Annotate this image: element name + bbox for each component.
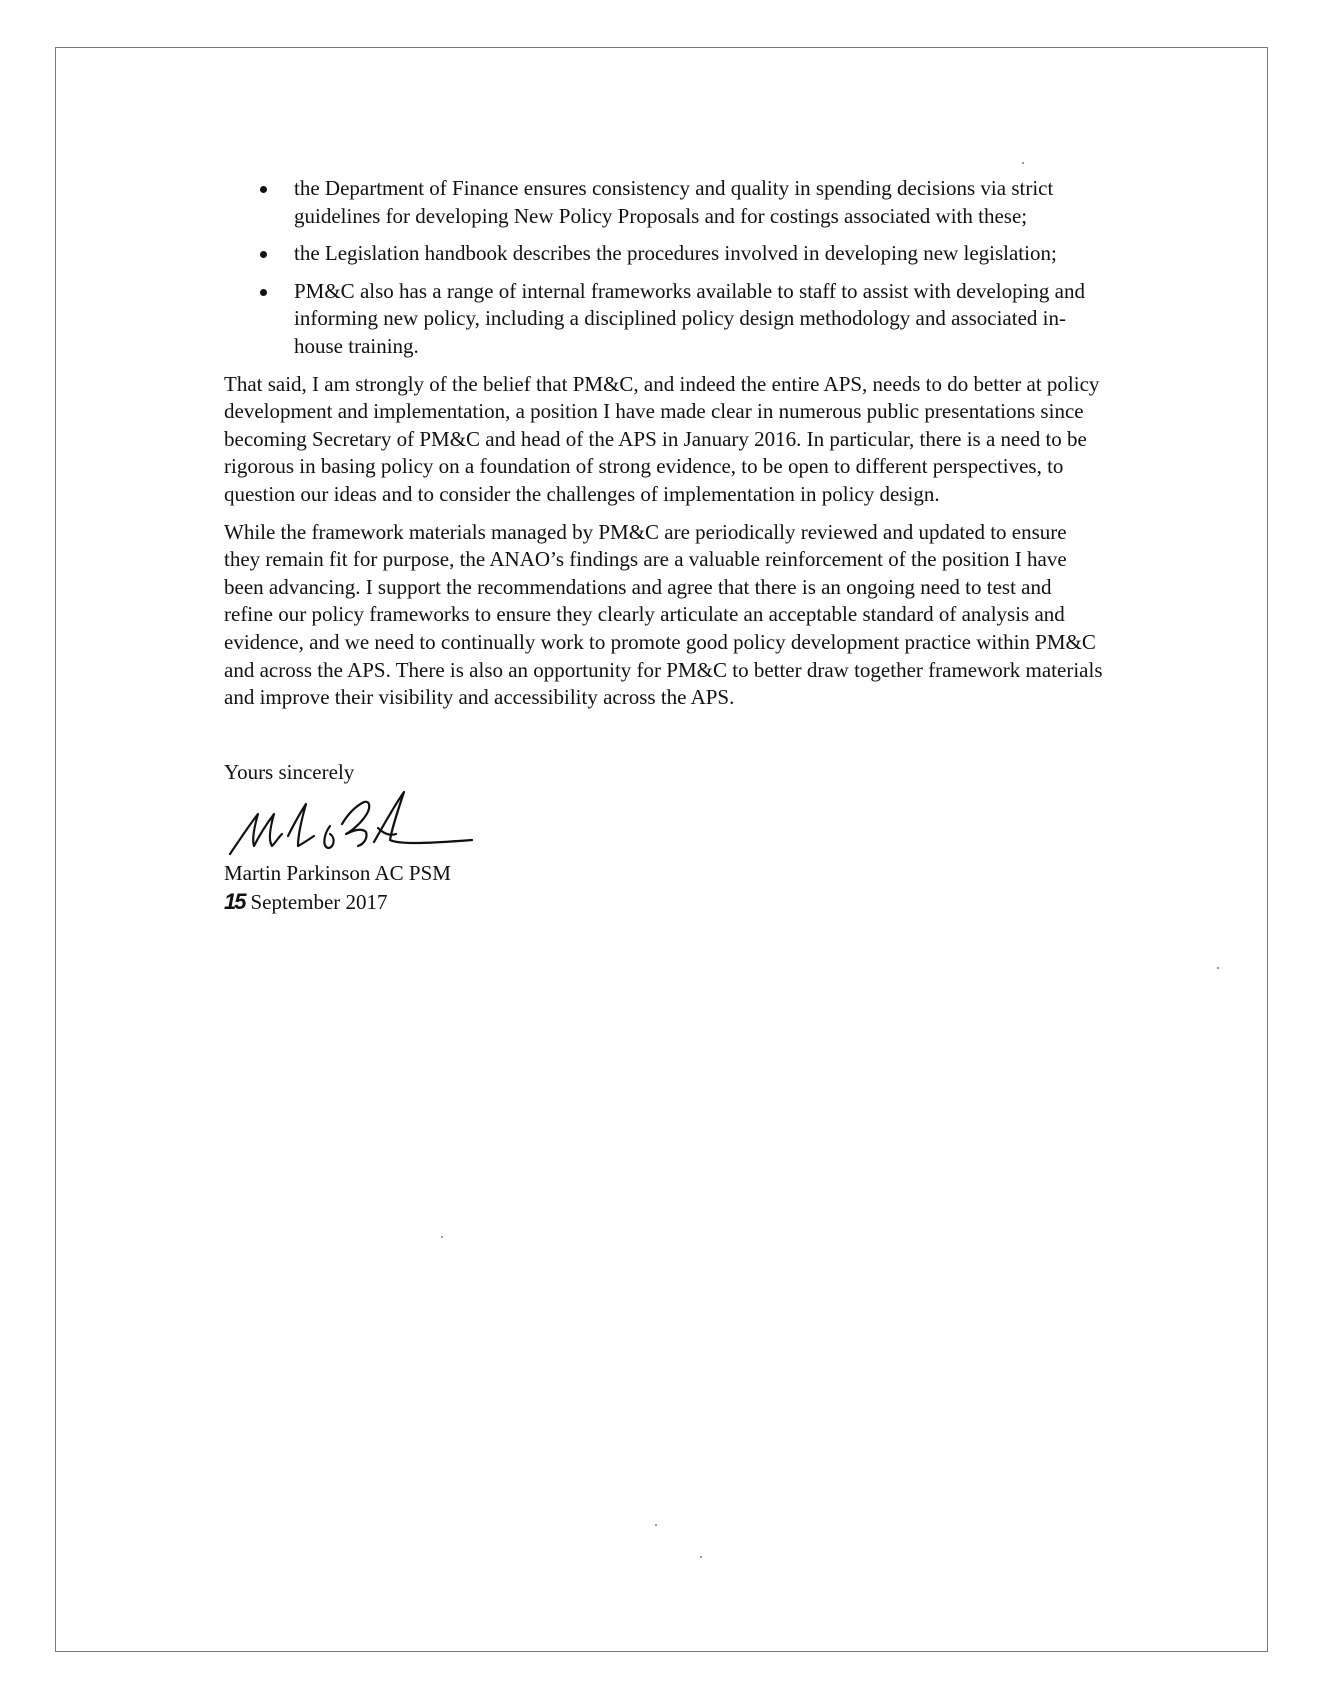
bullet-text: the Legislation handbook describes the procedures involved in developing new legislation; [294,241,1057,266]
bullet-text: PM&C also has a range of internal frameworks available to staff to assist with developing and informing new policy, including a disciplined policy design methodology and associated in-house training. [294,278,1086,358]
signatory-name: Martin Parkinson AC PSM [224,861,451,886]
signature [224,784,1104,860]
bullet-icon [260,186,267,193]
bullet-list [224,175,1104,361]
bullet-text: the Department of Finance ensures consistency and quality in spending decisions via strict guidelines for developing New Policy Proposals and for costings associated with these; [294,176,1054,228]
closing-block [224,759,1104,917]
body-paragraph: That said, I am strongly of the belief that PM&C, and indeed the entire APS, needs to do better at policy development and implementation, a position I have made clear in numerous public presentations since becoming Secretary of PM&C and head of the APS in January 2016. In particular, there is a need to be rigorous in basing policy on a foundation of strong evidence, to be open to different perspectives, to question our ideas and to consider the challenges of implementation in policy design. [224,371,1100,506]
signature-date [224,888,1104,917]
bullet-item [224,175,1104,230]
scan-speck [655,1524,657,1526]
body-paragraph: While the framework materials managed by PM&C are periodically reviewed and updated to ensure they remain fit for purpose, the ANAO’s findings are a valuable reinforcement of the position I have been advancing. I support the recommendations and agree that there is an ongoing need to test and refine our policy frameworks to ensure they clearly articulate an acceptable standard of analysis and evidence, and we need to continually work to promote good policy development practice within PM&C and across the APS. There is also an opportunity for PM&C to better draw together framework materials and improve their visibility and accessibility across the APS. [224,519,1103,710]
scan-speck [1217,967,1219,969]
handwritten-signature-icon [224,784,484,860]
date-month-year: September 2017 [250,889,388,914]
scan-speck [700,1556,702,1558]
letter-body [224,175,1104,916]
bullet-item [224,240,1104,268]
salutation: Yours sincerely [224,759,355,784]
date-day-handwritten: 15 [224,888,245,914]
scan-speck [1022,162,1024,164]
scan-speck [441,1236,443,1238]
bullet-icon [260,251,267,258]
bullet-icon [260,289,267,296]
bullet-item [224,278,1104,361]
